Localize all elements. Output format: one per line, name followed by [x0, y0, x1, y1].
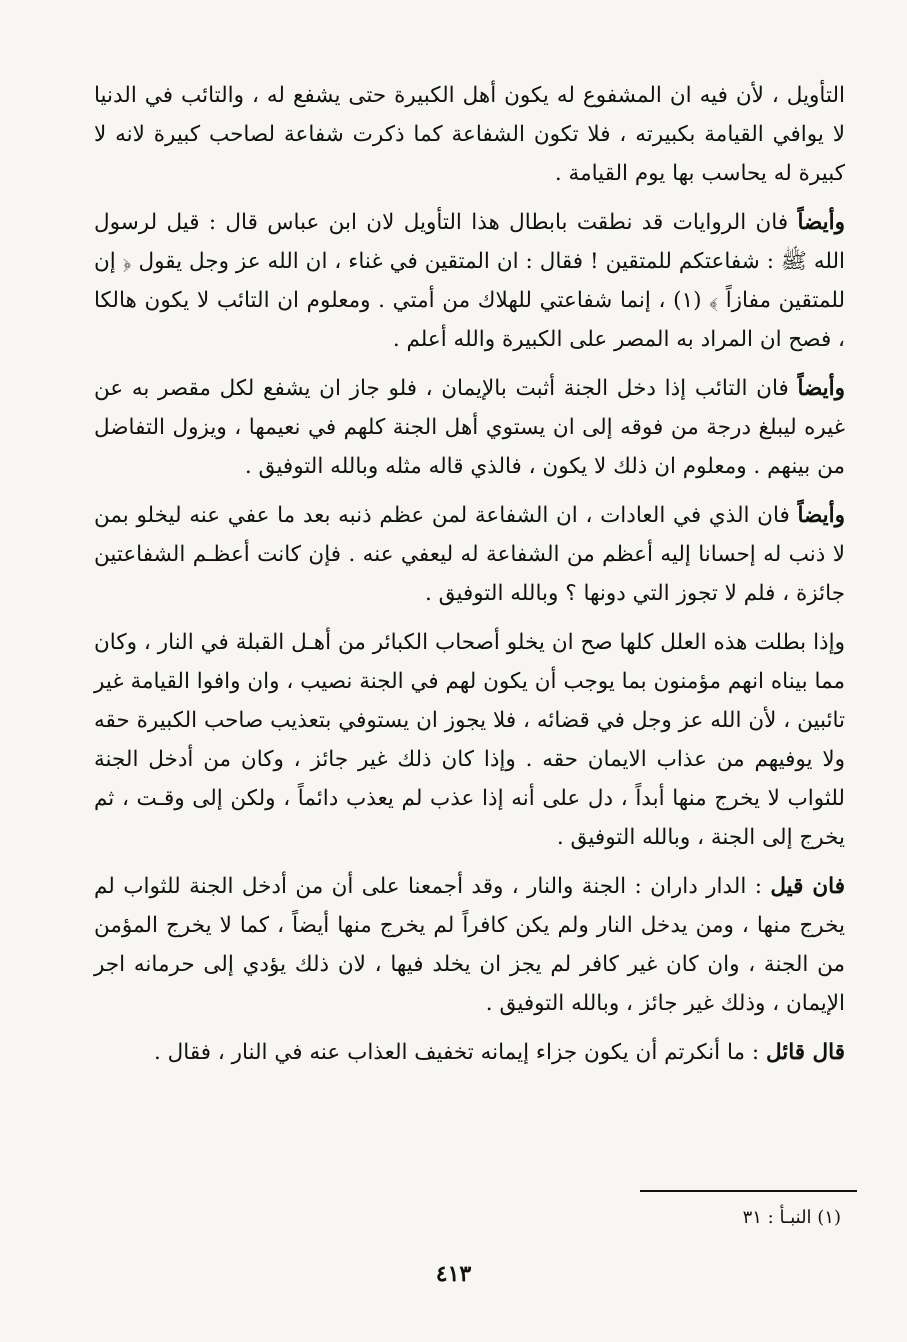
paragraph-lead: وأيضاً [797, 210, 845, 235]
paragraph-text: التأويل ، لأن فيه ان المشفوع له يكون أهل الكبيرة حتى يشفع له ، والتائب في الدنيا لا يوافي القيامة بكبيرته ، فلا تكون الشفاعة كما ذكرت شفاعة لصاحب كبيرة لانه لا كبيرة له يحاسب بها يوم القيامة . [94, 83, 845, 186]
paragraph-text: وإذا بطلت هذه العلل كلها صح ان يخلو أصحاب الكبائر من أهـل القبلة في النار ، وكان مما بيناه انهم مؤمنون بما يوجب أن يكون لهم في الجنة نصيب ، وان وافوا القيامة غير تائبين ، لأن الله عز وجل في قضائه ، فلا يجوز ان يستوفي بتعذيب صاحب الكبيرة حقه ولا يوفيهم من عذاب الايمان حقه . وإذا كان ذلك غير جائز ، وكان من أدخل الجنة للثواب لا يخرج منها أبداً ، دل على أنه إذا عذب لم يعذب دائماً ، ولكن إلى وقـت ، ثم يخرج إلى الجنة ، وبالله التوفيق . [94, 630, 845, 850]
paragraph-4 [94, 496, 845, 613]
footnote: (١) النبـأ : ٣١ [742, 1207, 841, 1228]
paragraph-6 [94, 867, 845, 1023]
paragraph-lead: وأيضاً [797, 376, 845, 401]
paragraph-text: : الدار داران : الجنة والنار ، وقد أجمعنا على أن من أدخل الجنة للثواب لم يخرج منها ، ومن يدخل النار ولم يكن كافراً لم يخرج منها أيضاً ، كما لا يخرج المؤمن من الجنة ، وان كان غير كافر لم يجز ان يخلد فيها ، لان ذلك يؤدي إلى حرمانه اجر الإيمان ، وذلك غير جائز ، وبالله التوفيق . [94, 874, 845, 1016]
paragraph-lead: قال قائل [765, 1040, 845, 1065]
paragraph-3 [94, 369, 845, 486]
paragraph-text: فان الروايات قد نطقت بابطال هذا التأويل لان ابن عباس قال : قيل لرسول الله ﷺ : شفاعتكم للمتقين ! فقال : ان المتقين في غناء ، ان الله عز وجل يقول ﴿ إن للمتقين مفازاً ﴾ (١) ، إنما شفاعتي للهلاك من أمتي . ومعلوم ان التائب لا يكون هالكا ، فصح ان المراد به المصر على الكبيرة والله أعلم . [94, 210, 845, 352]
paragraph-2 [94, 203, 845, 359]
paragraph-lead: فان قيل [770, 874, 845, 899]
paragraph-1 [94, 76, 845, 193]
paragraph-text: : ما أنكرتم أن يكون جزاء إيمانه تخفيف العذاب عنه في النار ، فقال . [153, 1040, 766, 1065]
footnote-divider [640, 1190, 857, 1192]
paragraph-5 [94, 623, 845, 857]
paragraph-text: فان الذي في العادات ، ان الشفاعة لمن عظم ذنبه بعد ما عفي عنه ليخلو بمن لا ذنب له إحسانا إليه أعظم من الشفاعة له ليعفي عنه . فإن كانت أعظـم الشفاعتين جائزة ، فلم لا تجوز التي دونها ؟ وبالله التوفيق . [94, 503, 845, 606]
page-number: ٤١٣ [435, 1261, 472, 1287]
paragraph-7 [94, 1033, 845, 1072]
body-text [94, 76, 845, 1082]
paragraph-lead: وأيضاً [797, 503, 845, 528]
paragraph-text: فان التائب إذا دخل الجنة أثبت بالإيمان ، فلو جاز ان يشفع لكل مقصر به عن غيره ليبلغ درجة من فوقه إلى ان يستوي أهل الجنة كلهم في نعيمها ، ويزول التفاضل من بينهم . ومعلوم ان ذلك لا يكون ، فالذي قاله مثله وبالله التوفيق . [94, 376, 845, 479]
